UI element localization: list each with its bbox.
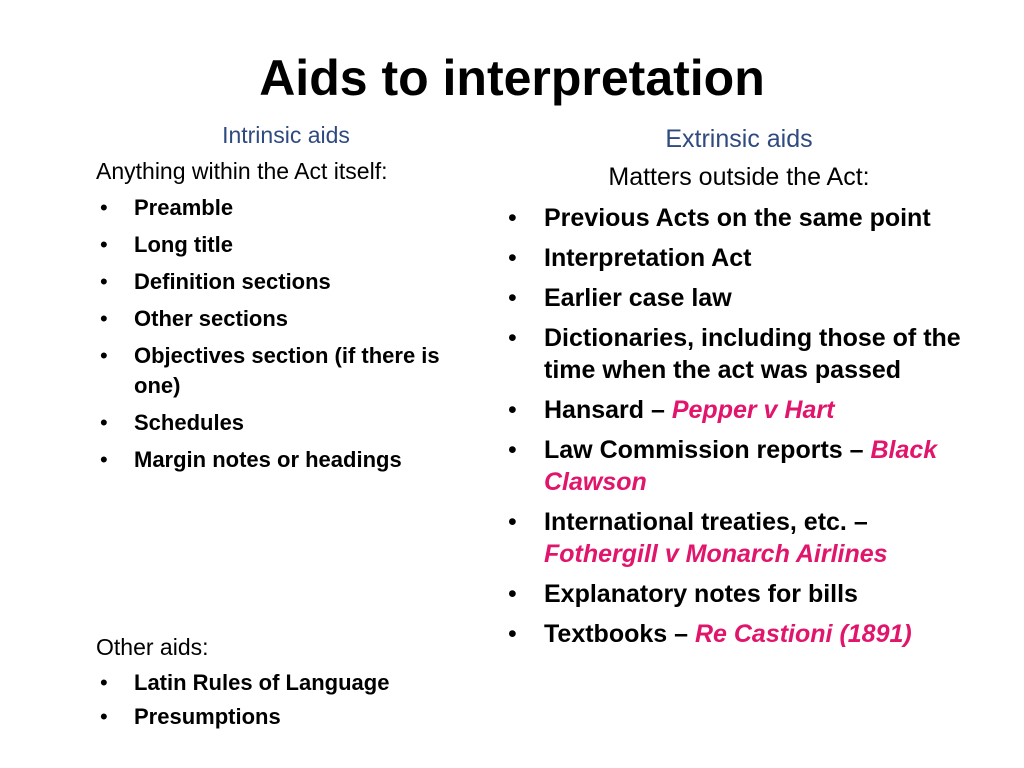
list-item-text: Interpretation Act: [544, 244, 752, 272]
list-item-text: Earlier case law: [544, 284, 732, 312]
extrinsic-aids-list: [504, 202, 974, 650]
list-item-text: Explanatory notes for bills: [544, 580, 858, 608]
other-aids-list: [96, 668, 476, 732]
list-item: [96, 267, 476, 297]
intrinsic-aids-column: [96, 118, 476, 475]
list-item-text: Long title: [134, 232, 233, 257]
list-item: [504, 322, 974, 386]
bullet-icon: •: [100, 232, 108, 257]
list-item-text: Preamble: [134, 195, 234, 220]
bullet-icon: •: [100, 447, 108, 472]
list-item-text: Presumptions: [134, 704, 281, 729]
list-item: [504, 282, 974, 314]
list-item: [504, 578, 974, 610]
extrinsic-aids-column: [504, 118, 974, 650]
list-item: [504, 242, 974, 274]
case-name: Pepper v Hart: [671, 396, 835, 424]
list-item-text: Definition sections: [134, 269, 331, 294]
bullet-icon: •: [100, 306, 108, 331]
bullet-icon: •: [508, 284, 517, 312]
list-item-text: Objectives section (if there is one): [134, 343, 440, 398]
bullet-icon: •: [508, 620, 517, 648]
list-item: [96, 304, 476, 334]
list-item-text: Textbooks –: [544, 620, 695, 648]
list-item: [96, 408, 476, 438]
case-name: Black Clawson: [544, 436, 938, 496]
intrinsic-aids-list: [96, 193, 476, 475]
bullet-icon: •: [508, 580, 517, 608]
list-item: [504, 434, 974, 498]
extrinsic-aids-heading: Extrinsic aids: [665, 125, 813, 153]
bullet-icon: •: [100, 269, 108, 294]
intrinsic-aids-intro: Anything within the Act itself:: [96, 158, 388, 184]
bullet-icon: •: [100, 343, 108, 368]
bullet-icon: •: [508, 396, 517, 424]
list-item: [96, 193, 476, 223]
list-item-text: Schedules: [134, 410, 245, 435]
bullet-icon: •: [100, 195, 108, 220]
slide-title: Aids to interpretation: [259, 50, 765, 106]
list-item-text: International treaties, etc. –: [544, 508, 868, 536]
bullet-icon: •: [508, 204, 517, 232]
other-aids-intro: Other aids:: [96, 634, 209, 660]
list-item: [96, 702, 476, 732]
list-item: [96, 445, 476, 475]
list-item-text: Hansard –: [544, 396, 672, 424]
bullet-icon: •: [100, 670, 108, 695]
list-item: [504, 506, 974, 570]
bullet-icon: •: [100, 704, 108, 729]
extrinsic-aids-intro: Matters outside the Act:: [608, 163, 870, 191]
list-item: [96, 230, 476, 260]
list-item: [504, 618, 974, 650]
other-aids-section: [96, 630, 476, 732]
list-item-text: Law Commission reports –: [544, 436, 871, 464]
list-item-text: Other sections: [134, 306, 289, 331]
bullet-icon: •: [508, 508, 517, 536]
list-item: [96, 341, 476, 401]
list-item: [504, 394, 974, 426]
list-item-text: Latin Rules of Language: [134, 670, 390, 695]
case-name: Fothergill v Monarch Airlines: [544, 540, 888, 568]
list-item-text: Dictionaries, including those of the time when the act was passed: [544, 324, 961, 384]
bullet-icon: •: [100, 410, 108, 435]
list-item-text: Previous Acts on the same point: [544, 204, 931, 232]
list-item-text: Margin notes or headings: [134, 447, 402, 472]
bullet-icon: •: [508, 436, 517, 464]
list-item: [96, 668, 476, 698]
bullet-icon: •: [508, 244, 517, 272]
intrinsic-aids-heading: Intrinsic aids: [222, 122, 350, 148]
bullet-icon: •: [508, 324, 517, 352]
list-item: [504, 202, 974, 234]
case-name: Re Castioni (1891): [694, 620, 912, 648]
